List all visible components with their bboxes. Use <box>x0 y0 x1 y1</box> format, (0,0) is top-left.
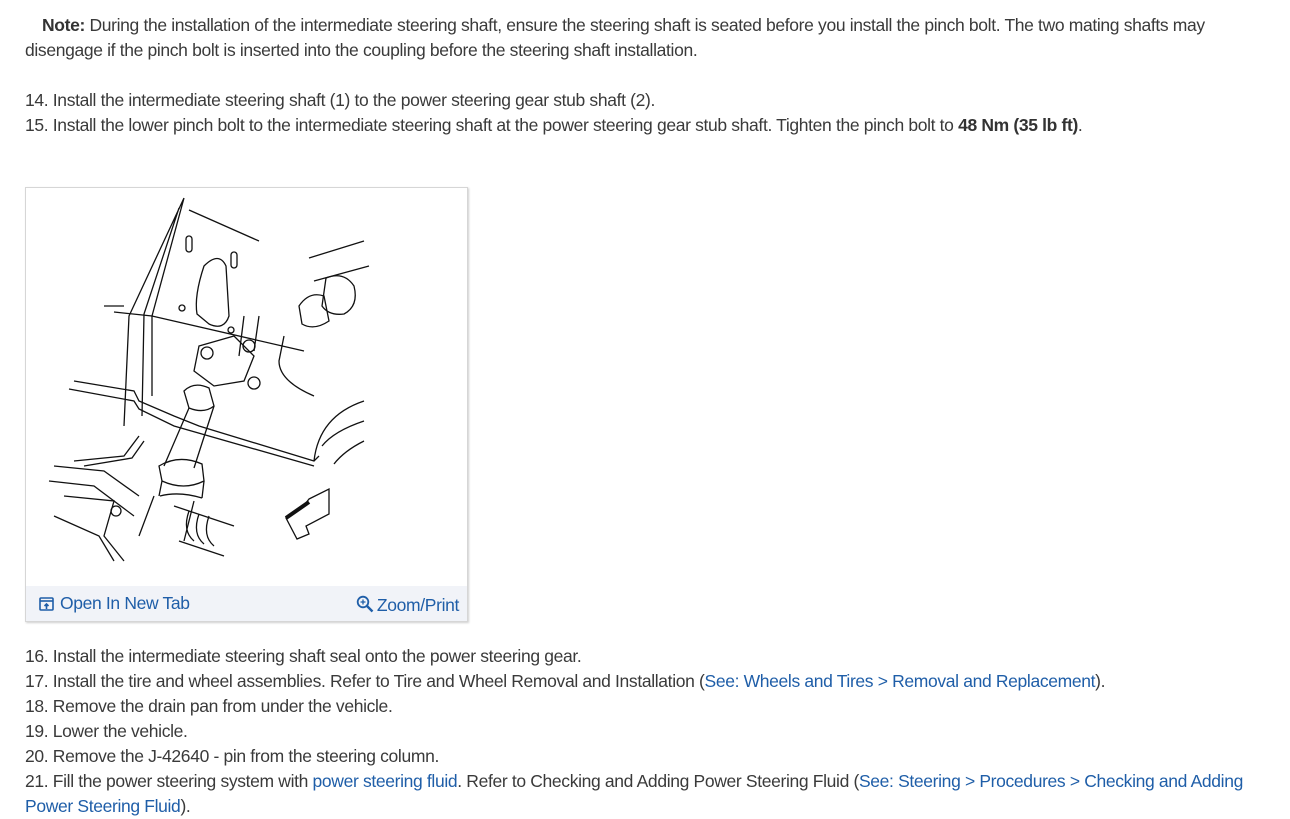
step-18 <box>25 694 1265 719</box>
open-in-new-tab-button[interactable] <box>39 593 190 614</box>
zoom-in-icon <box>356 595 374 613</box>
torque-spec: 48 Nm (35 lb ft) <box>958 115 1078 135</box>
step-20 <box>25 744 1265 769</box>
zoom-print-label: Zoom/Print <box>376 595 459 615</box>
open-in-new-tab-label: Open In New Tab <box>60 593 190 613</box>
steering-shaft-diagram[interactable] <box>44 196 374 564</box>
step-text: Install the lower pinch bolt to the intermediate steering shaft at the power steering gear stub shaft. Tighten the pinch bolt to <box>52 115 959 135</box>
steps-list-b <box>25 644 1265 819</box>
power-steering-fluid-link[interactable]: power steering fluid <box>312 771 458 791</box>
step-21 <box>25 769 1265 819</box>
installation-note <box>25 13 1265 63</box>
step-text: Lower the vehicle. <box>52 721 188 741</box>
step-number: 18. <box>25 696 49 716</box>
step-text: Install the intermediate steering shaft seal onto the power steering gear. <box>52 646 582 666</box>
step-number: 17. <box>25 671 49 691</box>
step-text-mid: . Refer to Checking and Adding Power Steering Fluid ( <box>457 771 859 791</box>
step-19 <box>25 719 1265 744</box>
figure-toolbar <box>26 586 467 621</box>
step-text: Install the tire and wheel assemblies. Refer to Tire and Wheel Removal and Installation ( <box>52 671 705 691</box>
step-text: Fill the power steering system with <box>52 771 313 791</box>
step-number: 21. <box>25 771 49 791</box>
zoom-print-button[interactable] <box>356 591 459 616</box>
steps-list-a <box>25 88 1082 138</box>
step-text: Remove the drain pan from under the vehicle. <box>52 696 393 716</box>
step-number: 16. <box>25 646 49 666</box>
open-in-new-tab-icon <box>39 597 54 611</box>
step-text-end: ). <box>1095 671 1106 691</box>
step-14 <box>25 88 1082 113</box>
step-text-end: ). <box>180 796 191 816</box>
step-text: Remove the J-42640 - pin from the steering column. <box>52 746 439 766</box>
step-number: 14. <box>25 90 49 110</box>
step-text: Install the intermediate steering shaft (1) to the power steering gear stub shaft (2). <box>52 90 655 110</box>
step-number: 20. <box>25 746 49 766</box>
step-15 <box>25 113 1082 138</box>
note-text: During the installation of the intermediate steering shaft, ensure the steering shaft is seated before you install the pinch bolt. The two mating shafts may disengage if the pinch bolt is inserted into the coupling before the steering shaft installation. <box>25 15 1205 60</box>
step-17 <box>25 669 1265 694</box>
figure-card <box>25 187 468 622</box>
step-16 <box>25 644 1265 669</box>
wheels-tires-removal-link[interactable]: See: Wheels and Tires > Removal and Replacement <box>704 671 1096 691</box>
step-number: 19. <box>25 721 49 741</box>
article-content <box>25 13 1265 816</box>
checking-adding-fluid-link[interactable]: See: Steering > Procedures > Checking and Adding Power Steering Fluid <box>25 771 1243 816</box>
step-number: 15. <box>25 115 49 135</box>
step-text-end: . <box>1077 115 1083 135</box>
note-label: Note: <box>42 15 85 35</box>
